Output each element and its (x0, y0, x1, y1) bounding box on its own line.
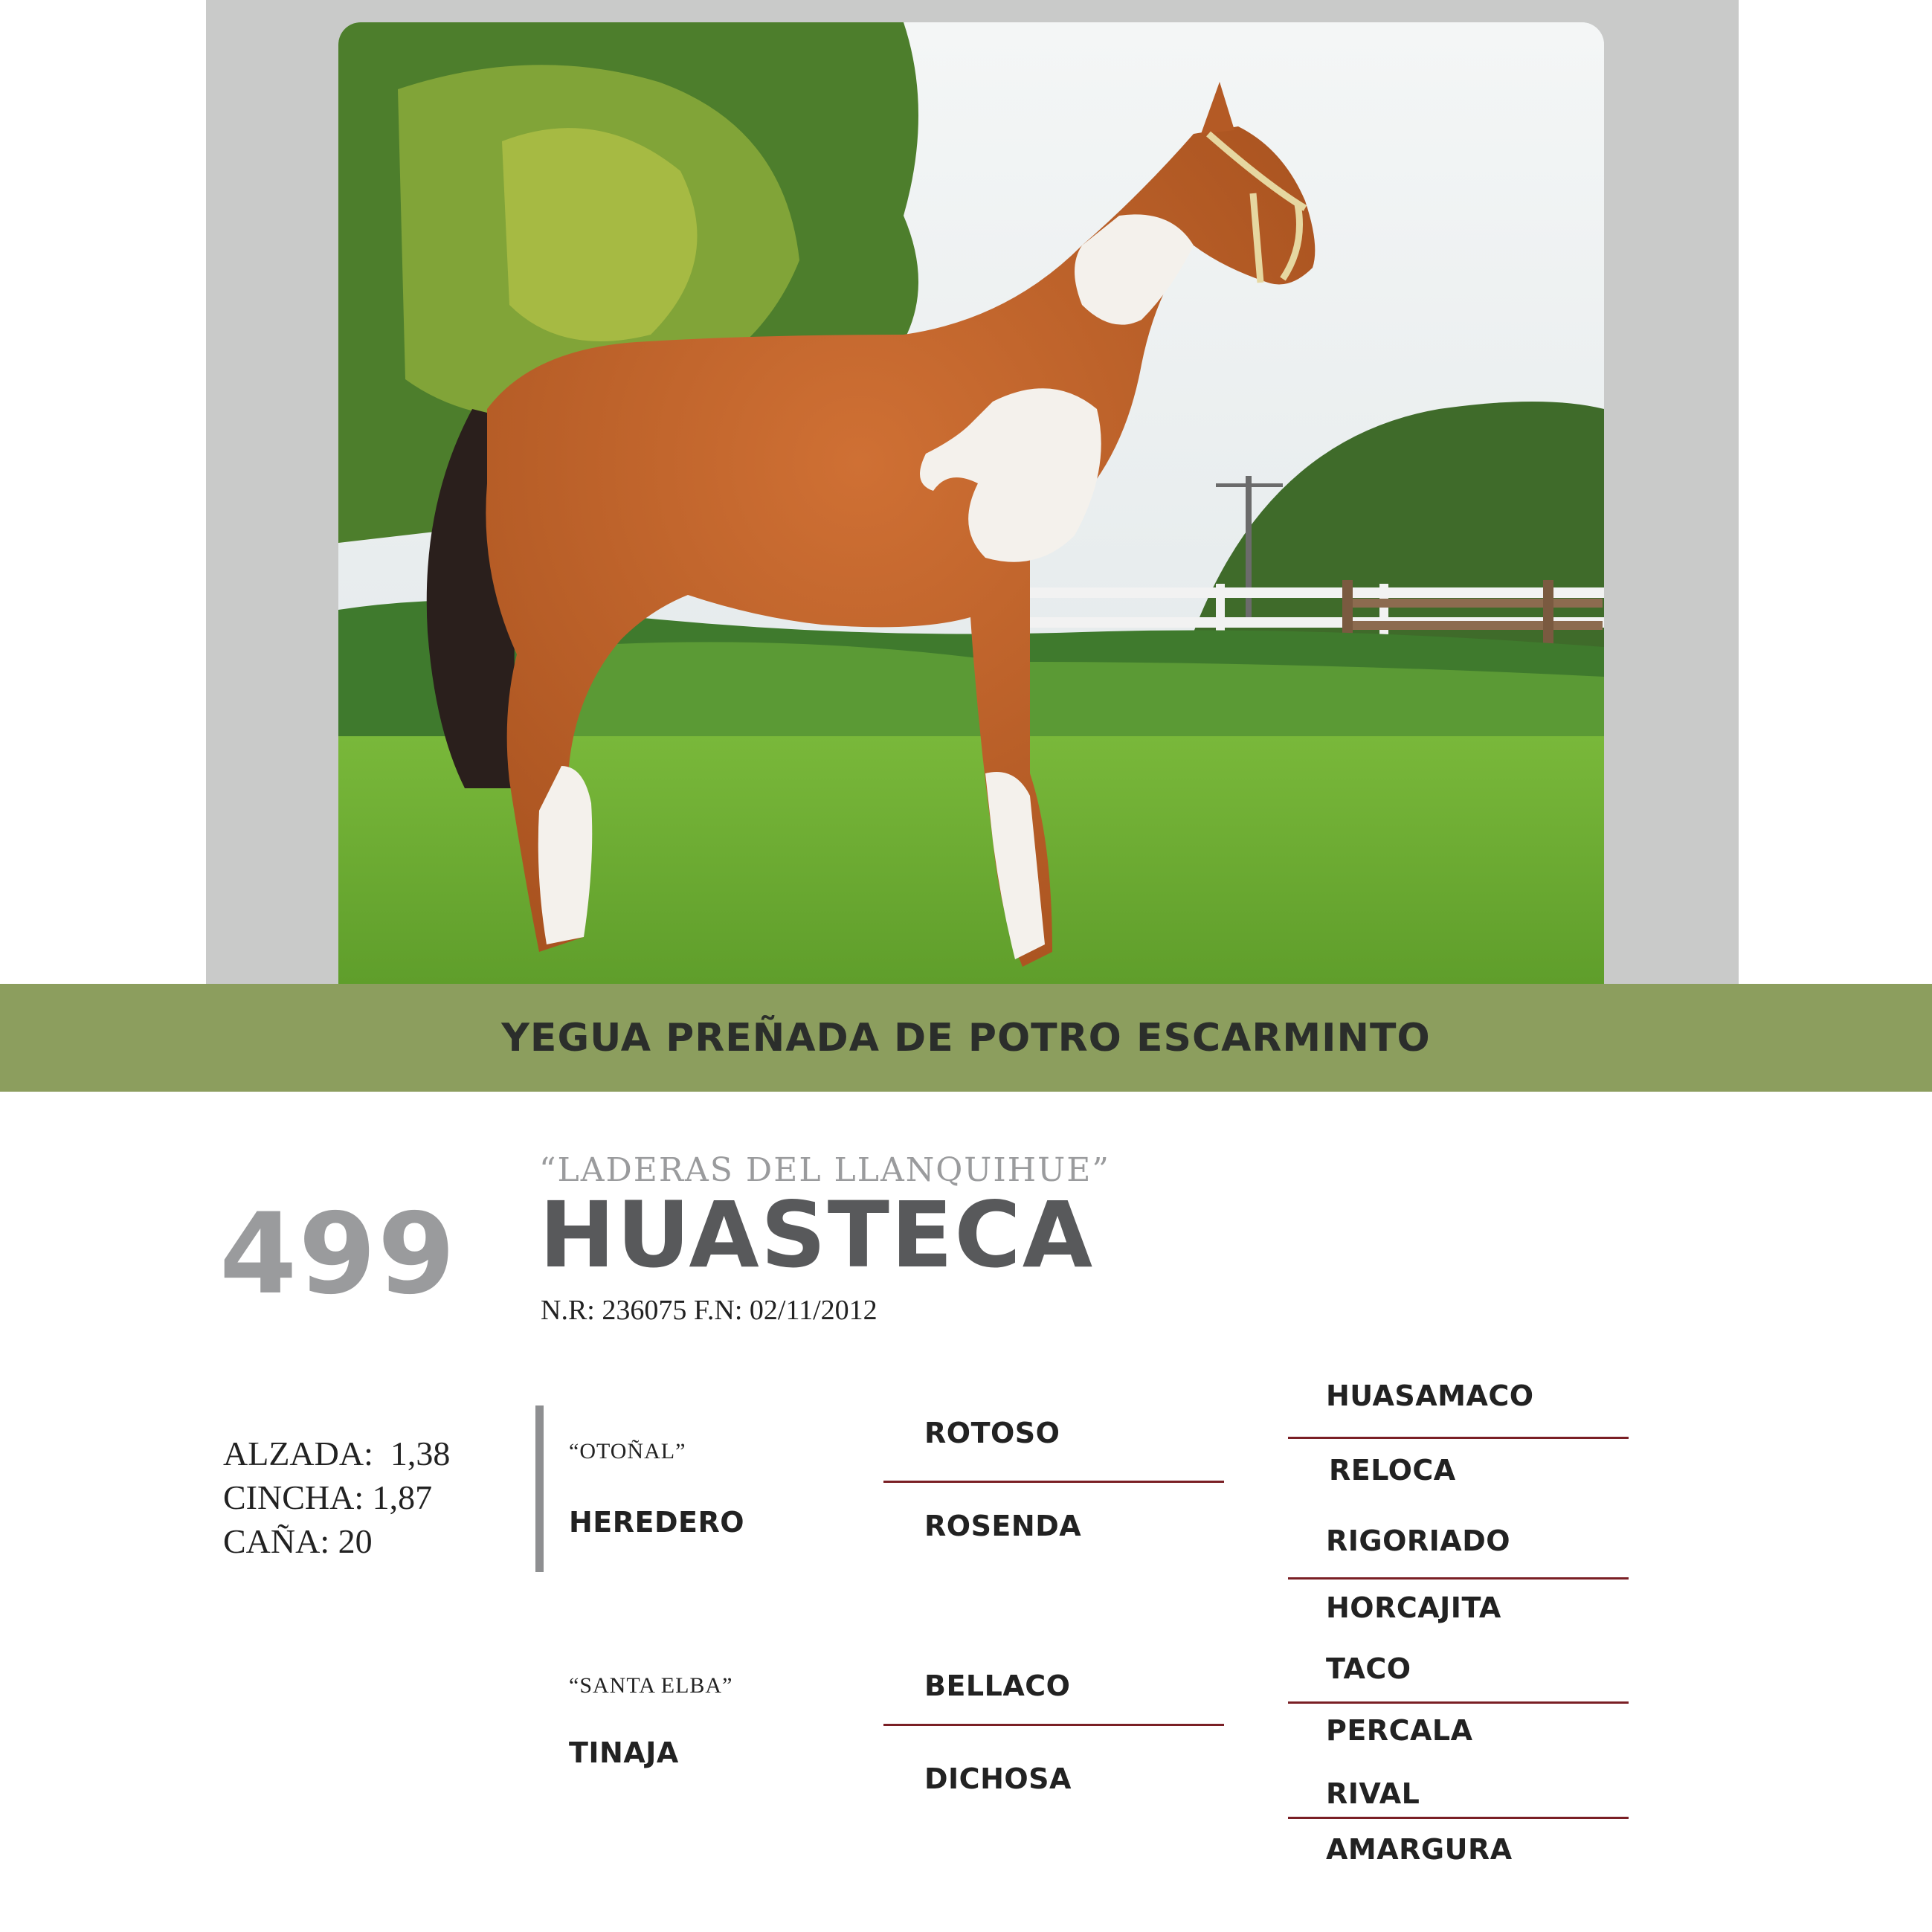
grandparent-3: BELLACO (924, 1669, 1071, 1702)
great-grandparent-rule-3 (1288, 1701, 1629, 1704)
great-grandparent-7: RIVAL (1326, 1777, 1420, 1810)
grandparent-rule-2 (883, 1724, 1224, 1726)
cana-value: CAÑA: 20 (223, 1522, 373, 1560)
great-grandparent-rule-4 (1288, 1817, 1629, 1819)
great-grandparent-3: RIGORIADO (1326, 1524, 1511, 1557)
dam-name: TINAJA (569, 1736, 679, 1769)
measurements (223, 1432, 450, 1563)
grandparent-2: ROSENDA (924, 1510, 1082, 1542)
sire-name: HEREDERO (569, 1506, 745, 1539)
great-grandparent-6: PERCALA (1326, 1714, 1473, 1747)
great-grandparent-rule-2 (1288, 1577, 1629, 1580)
horse-photo-illustration (338, 22, 1604, 984)
great-grandparent-rule-1 (1288, 1437, 1629, 1439)
great-grandparent-4: HORCAJITA (1326, 1591, 1501, 1624)
grandparent-rule-1 (883, 1481, 1224, 1483)
breeder-name: “LADERAS DEL LLANQUIHUE” (539, 1151, 1110, 1189)
cincha-value: CINCHA: 1,87 (223, 1478, 433, 1516)
dam-stud: “SANTA ELBA” (569, 1673, 733, 1698)
banner-title: YEGUA PREÑADA DE POTRO ESCARMINTO (501, 1015, 1431, 1060)
pedigree-bar (535, 1405, 544, 1572)
horse-photo (338, 22, 1604, 984)
title-banner (0, 984, 1932, 1092)
great-grandparent-1: HUASAMACO (1326, 1379, 1534, 1412)
grandparent-4: DICHOSA (924, 1762, 1072, 1795)
lot-number: 499 (219, 1190, 457, 1319)
great-grandparent-2: RELOCA (1329, 1454, 1456, 1487)
horse-name: HUASTECA (539, 1182, 1095, 1288)
grandparent-1: ROTOSO (924, 1417, 1060, 1449)
alzada-value: ALZADA: 1,38 (223, 1434, 451, 1472)
great-grandparent-8: AMARGURA (1326, 1833, 1513, 1866)
sire-stud: “OTOÑAL” (569, 1439, 686, 1464)
great-grandparent-5: TACO (1326, 1652, 1411, 1685)
registration-info: N.R: 236075 F.N: 02/11/2012 (541, 1295, 878, 1326)
